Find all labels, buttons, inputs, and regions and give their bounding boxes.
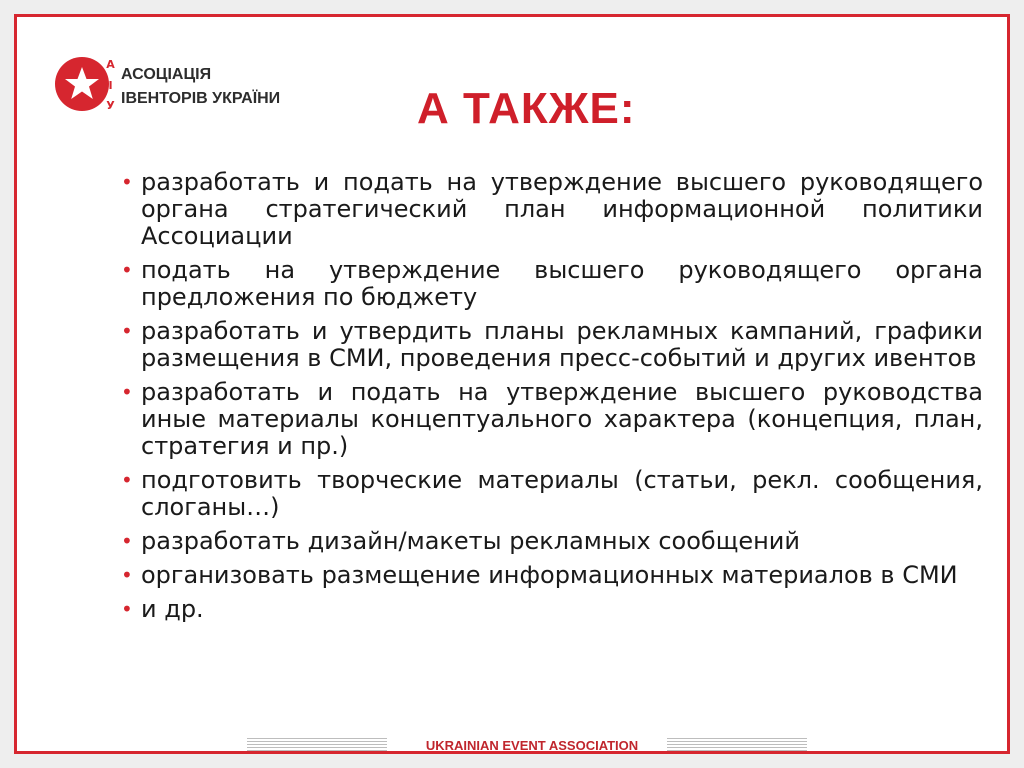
bullet-item: • организовать размещение информационных материалов в СМИ [115, 562, 983, 589]
star-icon [63, 65, 101, 103]
bullet-item: • разработать и утвердить планы рекламных кампаний, графики размещения в СМИ, проведения пресс-событий и других ивентов [115, 318, 983, 372]
logo-vertical-letters [106, 59, 115, 111]
slide-title: А ТАКЖЕ: [417, 84, 636, 133]
footer-divider-right [667, 738, 807, 752]
bullet-item: • и др. [115, 596, 983, 623]
logo-letter: І [108, 78, 113, 92]
association-logo [55, 53, 295, 117]
bullet-item: • разработать и подать на утверждение высшего руководящего органа стратегический план информационной политики Ассоциации [115, 169, 983, 250]
logo-star-badge [55, 57, 109, 111]
slide [14, 14, 1010, 754]
bullet-list [115, 169, 983, 630]
logo-line-2: ІВЕНТОРІВ УКРАЇНИ [121, 90, 281, 107]
bullet-item: • разработать дизайн/макеты рекламных сообщений [115, 528, 983, 555]
bullet-item: • подготовить творческие материалы (статьи, рекл. сообщения, слоганы…) [115, 467, 983, 521]
logo-text [121, 63, 280, 111]
bullet-item: • разработать и подать на утверждение высшего руководства иные материалы концептуального характера (концепция, план, стратегия и пр.) [115, 379, 983, 460]
bullet-item: • подать на утверждение высшего руководящего органа предложения по бюджету [115, 257, 983, 311]
logo-line-1: АСОЦІАЦІЯ [121, 66, 212, 83]
footer-divider-left [247, 738, 387, 752]
footer-text: UKRAINIAN EVENT ASSOCIATION [425, 738, 639, 753]
logo-letter: У [106, 99, 115, 112]
footer [247, 735, 807, 757]
logo-letter: А [106, 58, 115, 71]
